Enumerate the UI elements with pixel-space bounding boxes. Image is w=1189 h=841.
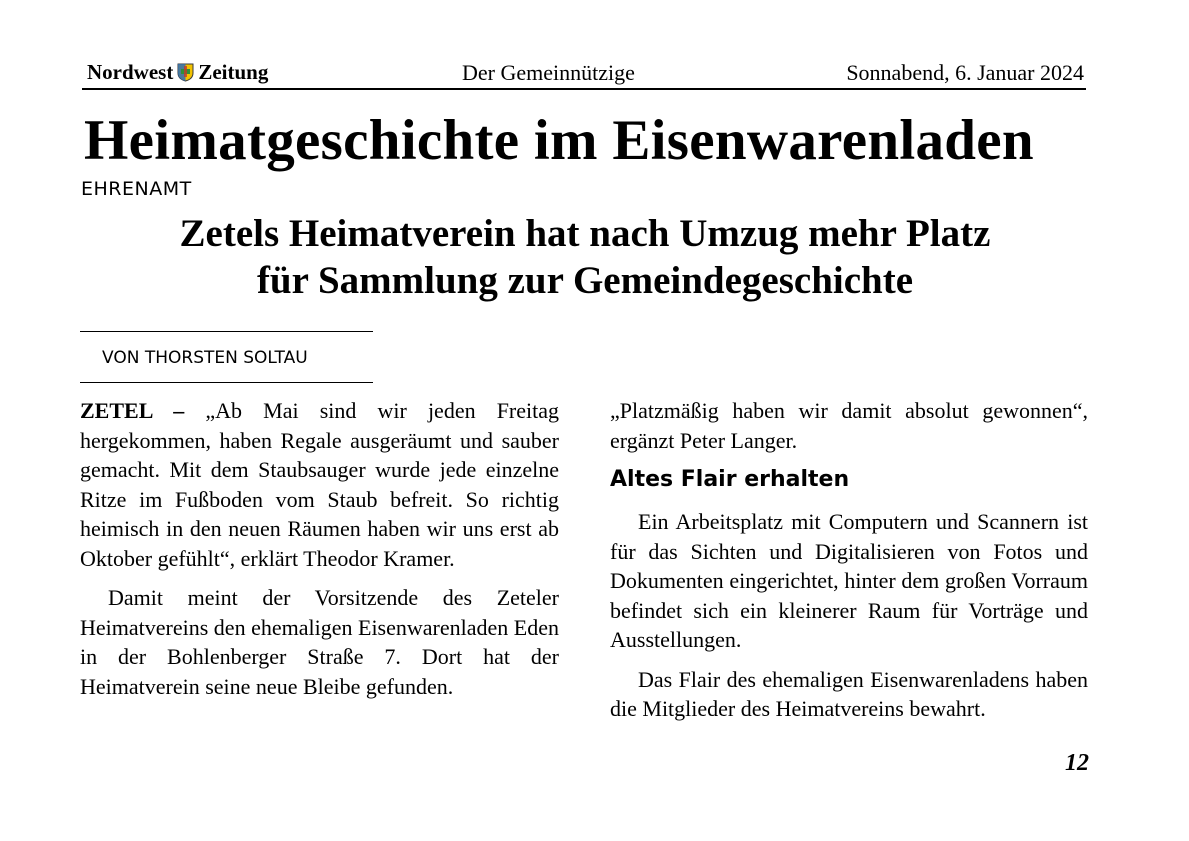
subheadline-line-1: Zetels Heimatverein hat nach Umzug mehr Platz xyxy=(179,212,991,255)
subheadline xyxy=(82,210,1088,304)
subheadline-line-2: für Sammlung zur Gemeindegeschichte xyxy=(256,259,914,302)
paragraph-3: „Platzmäßig haben wir damit absolut gewonnen“, ergänzt Peter Langer. xyxy=(610,398,1088,453)
paragraph-1 xyxy=(80,396,559,573)
page-number: 12 xyxy=(1065,750,1089,776)
paragraph-2: Damit meint der Vorsitzende des Zeteler Heimatvereins den ehemaligen Eisenwarenladen Eden in der Bohlenberger Straße 7. Dort hat der Heimatverein seine neue Bleibe gefunden. xyxy=(80,585,559,699)
paragraph-4: Ein Arbeitsplatz mit Computern und Scannern ist für das Sichten und Digitalisieren von Fotos und Dokumenten eingerichtet, hinter dem großen Vorraum befindet sich ein kleinerer Raum für Vorträge und Ausstellungen. xyxy=(610,509,1088,652)
section-title: Der Gemeinnützige xyxy=(462,60,635,85)
brand-right: Zeitung xyxy=(198,60,269,84)
brand-left: Nordwest xyxy=(87,60,174,84)
article-column-1 xyxy=(80,396,559,701)
dateline: ZETEL – xyxy=(80,398,185,423)
section-subheading: Altes Flair erhalten xyxy=(610,467,850,492)
byline: VON THORSTEN SOLTAU xyxy=(102,348,308,368)
coat-of-arms-icon xyxy=(177,63,194,82)
byline-box xyxy=(80,331,373,383)
headline: Heimatgeschichte im Eisenwarenladen xyxy=(84,109,1034,172)
page-header xyxy=(82,58,1086,90)
paragraph-1-text: „Ab Mai sind wir jeden Freitag hergekommen, haben Regale ausgeräumt und sauber gemacht. Mit dem Staubsauger wurde jede einzelne Ritze im Fußboden vom Staub befreit. So richtig heimisch in den neuen Räumen haben wir uns erst ab Oktober gefühlt“, erklärt Theodor Kramer. xyxy=(80,398,560,571)
paragraph-5: Das Flair des ehemaligen Eisenwarenladens haben die Mitglieder des Heimatvereins bewahrt. xyxy=(610,666,1088,721)
kicker: EHRENAMT xyxy=(81,178,192,200)
article-column-2 xyxy=(610,396,1088,724)
newspaper-logo xyxy=(87,60,268,85)
issue-date: Sonnabend, 6. Januar 2024 xyxy=(846,60,1084,85)
